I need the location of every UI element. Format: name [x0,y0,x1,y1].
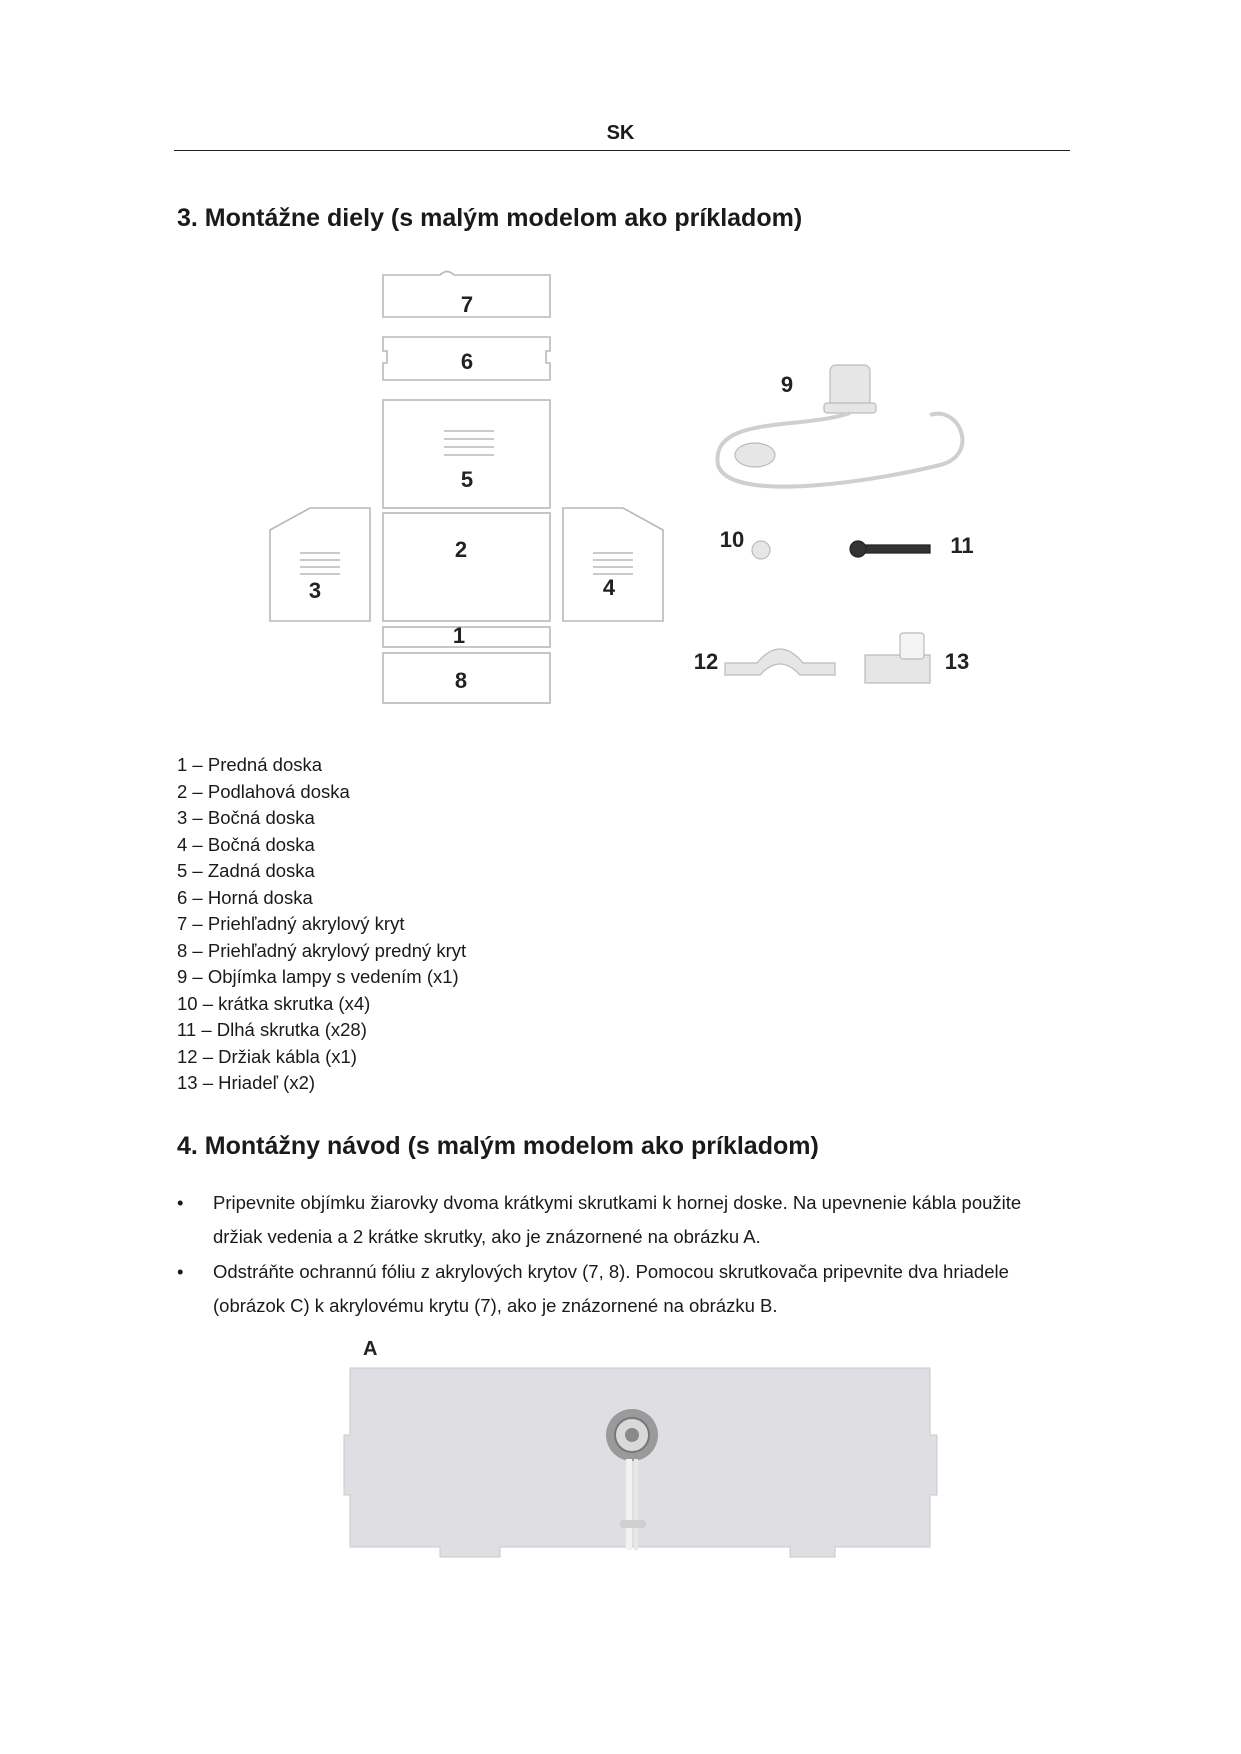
label-6: 6 [460,349,474,374]
label-10: 10 [719,527,745,552]
label-9: 9 [780,372,794,397]
list-item: 2 – Podlahová doska [177,780,350,802]
label-3: 3 [308,578,322,603]
short-screw [752,541,770,559]
instruction-text: Odstráňte ochrannú fóliu z akrylových krytov (7, 8). Pomocou skrutkovača pripevnite dva hriadele (obrázok C) k akrylovému krytu (7), ako je znázornené na obrázku B. [213,1261,1009,1316]
label-11: 11 [950,533,974,558]
list-item: 8 – Priehľadný akrylový predný kryt [177,939,467,961]
page-language-code: SK [606,122,635,144]
list-item: 1 – Predná doska [177,754,323,775]
label-2: 2 [454,537,468,562]
list-item: 12 – Držiak kábla (x1) [177,1045,357,1067]
label-4: 4 [602,575,616,600]
label-8: 8 [454,668,468,693]
label-7: 7 [460,292,474,317]
list-item: 3 – Bočná doska [177,807,315,828]
cable-holder [725,649,835,675]
cable-switch [735,443,775,467]
panel-2-outline [383,513,550,621]
header-divider [174,150,1070,151]
panel-4-outline [563,508,663,621]
top-board-photo [344,1368,937,1557]
assembly-parts-figure [240,255,1000,725]
label-1: 1 [452,623,466,648]
list-item: 9 – Objímka lampy s vedením (x1) [177,966,459,987]
list-item: 11 – Dlhá skrutka (x28) [177,1019,367,1040]
instruction-item [177,1255,1057,1323]
panel-3-outline [270,508,370,621]
list-item: 5 – Zadná doska [177,860,315,881]
instruction-item [177,1186,1057,1254]
instructions-list [177,1186,1057,1324]
label-12: 12 [693,649,719,674]
list-item: 6 – Horná doska [177,886,313,908]
figure-a-label: A [363,1338,378,1360]
instruction-text: Pripevnite objímku žiarovky dvoma krátkymi skrutkami k hornej doske. Na upevnenie kábla použite držiak vedenia a 2 krátke skrutky, ako je znázornené na obrázku A. [213,1192,1022,1247]
parts-list [177,752,466,1097]
label-13: 13 [944,649,970,674]
label-5: 5 [460,467,474,492]
figure-a [340,1335,940,1580]
bullet: • [177,1261,184,1282]
list-item: 7 – Priehľadný akrylový kryt [177,913,405,934]
list-item: 4 – Bočná doska [177,833,315,855]
lamp-socket [830,365,870,407]
list-item: 10 – krátka skrutka (x4) [177,992,371,1014]
bullet: • [177,1192,184,1213]
list-item: 13 – Hriadeľ (x2) [177,1072,316,1093]
section-3-heading: 3. Montážne diely (s malým modelom ako príkladom) [177,204,803,232]
section-4-heading: 4. Montážny návod (s malým modelom ako príkladom) [177,1132,819,1160]
panel-1-outline [383,627,550,647]
long-screw [860,545,930,553]
